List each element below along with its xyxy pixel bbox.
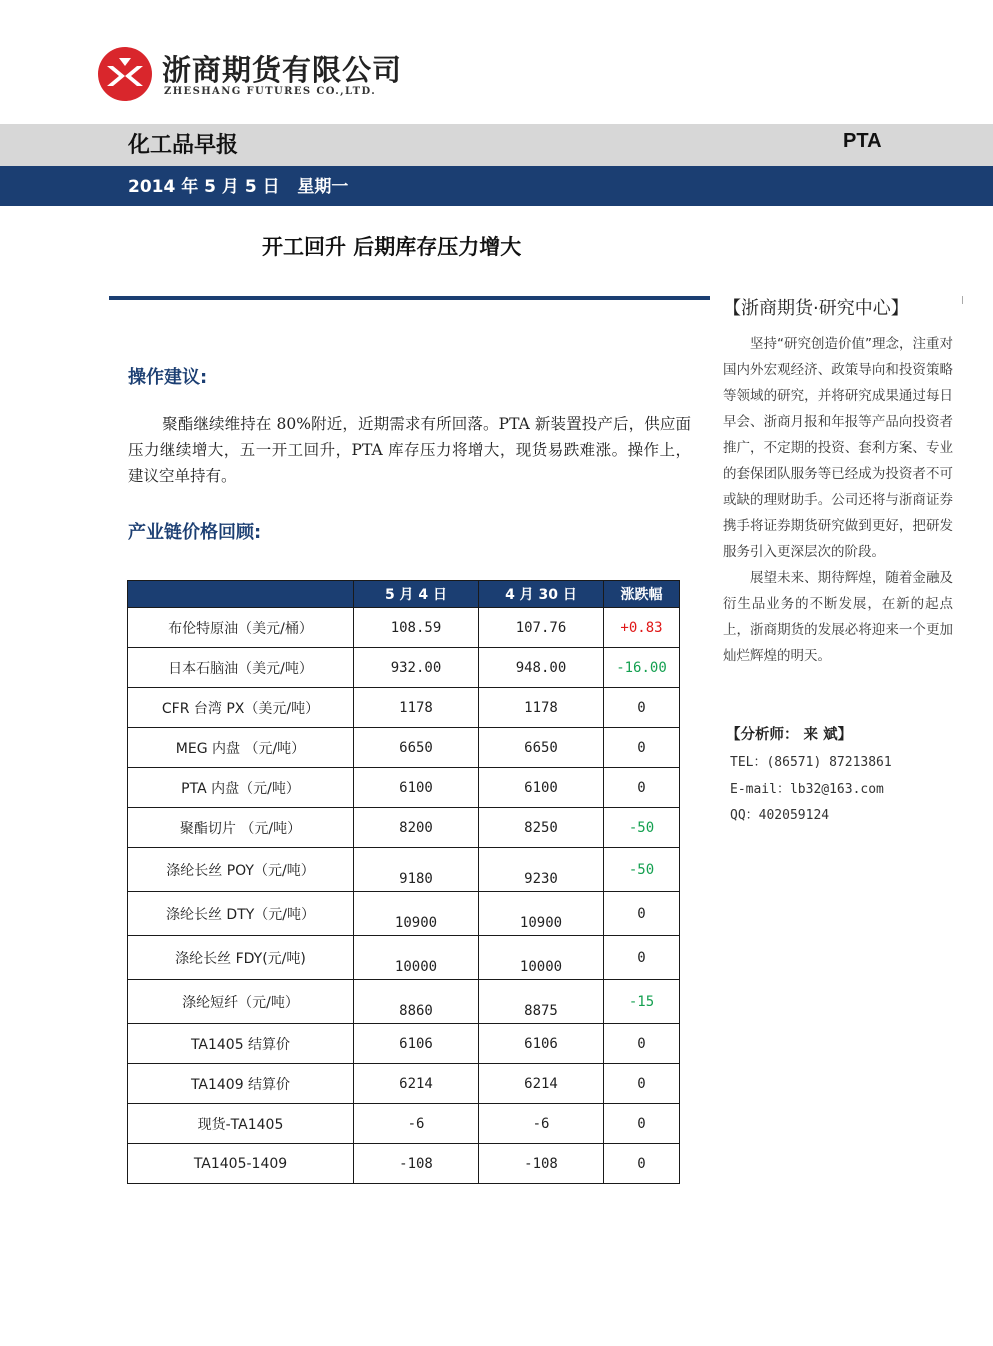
row-value-apr30: 10900 bbox=[479, 892, 604, 936]
row-change-cell: 0 bbox=[604, 1024, 680, 1064]
row-change-cell: 0 bbox=[604, 1144, 680, 1184]
advice-body: 聚酯继续维持在 80%附近，近期需求有所回落。PTA 新装置投产后，供应面压力继续增大，五一开工回升，PTA 库存压力将增大，现货易跌难涨。操作上，建议空单持有。 bbox=[128, 415, 691, 485]
row-value-may4: 1178 bbox=[354, 688, 479, 728]
row-value-apr30: 6214 bbox=[479, 1064, 604, 1104]
table-row bbox=[128, 688, 680, 728]
row-value-may4: 9180 bbox=[354, 848, 479, 892]
row-name-cell: TA1405 结算价 bbox=[128, 1024, 354, 1064]
row-value-may4: 6100 bbox=[354, 768, 479, 808]
row-value-apr30: 9230 bbox=[479, 848, 604, 892]
row-name-cell: 聚酯切片 （元/吨） bbox=[128, 808, 354, 848]
header-change: 涨跌幅 bbox=[604, 581, 680, 608]
header-blank bbox=[128, 581, 354, 608]
row-name-cell: 涤纶长丝 DTY（元/吨） bbox=[128, 892, 354, 936]
row-change-cell: 0 bbox=[604, 892, 680, 936]
sidebar-corner-mark bbox=[962, 296, 963, 304]
row-change-cell: 0 bbox=[604, 728, 680, 768]
table-row bbox=[128, 1024, 680, 1064]
analyst-title: 【分析师： 来 斌】 bbox=[726, 727, 853, 743]
sidebar-title: 【浙商期货·研究中心】 bbox=[723, 298, 909, 319]
row-change-cell: -50 bbox=[604, 808, 680, 848]
table-row bbox=[128, 648, 680, 688]
price-table bbox=[127, 580, 680, 1184]
row-value-may4: -108 bbox=[354, 1144, 479, 1184]
row-name-cell: 涤纶长丝 POY（元/吨） bbox=[128, 848, 354, 892]
row-value-may4: 10900 bbox=[354, 892, 479, 936]
row-change-cell: -15 bbox=[604, 980, 680, 1024]
row-value-may4: 8200 bbox=[354, 808, 479, 848]
product-tag: PTA bbox=[843, 130, 882, 152]
table-row bbox=[128, 892, 680, 936]
row-value-apr30: 10000 bbox=[479, 936, 604, 980]
row-change-cell: -50 bbox=[604, 848, 680, 892]
header-may4: 5 月 4 日 bbox=[354, 581, 479, 608]
analyst-qq: QQ：402059124 bbox=[730, 808, 830, 823]
table-row bbox=[128, 768, 680, 808]
row-name-cell: 现货-TA1405 bbox=[128, 1104, 354, 1144]
row-name-cell: PTA 内盘（元/吨） bbox=[128, 768, 354, 808]
review-section-title: 产业链价格回顾: bbox=[128, 522, 262, 543]
table-row bbox=[128, 848, 680, 892]
row-change-cell: 0 bbox=[604, 1064, 680, 1104]
row-change-cell: +0.83 bbox=[604, 608, 680, 648]
table-row bbox=[128, 1104, 680, 1144]
analyst-email[interactable]: E-mail：lb32@163.com bbox=[730, 782, 884, 797]
row-change-cell: -16.00 bbox=[604, 648, 680, 688]
row-value-apr30: 6650 bbox=[479, 728, 604, 768]
row-value-may4: 932.00 bbox=[354, 648, 479, 688]
table-row bbox=[128, 980, 680, 1024]
sidebar-paragraph-1: 坚持“研究创造价值”理念，注重对国内外宏观经济、政策导向和投资策略等领域的研究，并将研究成果通过每日早会、浙商月报和年报等产品向投资者推广，不定期的投资、套利方案、专业的套保团队服务等已经成为投资者不可或缺的理财助手。公司还将与浙商证券携手将证券期货研究做到更好，把研发服务引入更深层次的阶段。 bbox=[723, 336, 953, 560]
row-value-apr30: -6 bbox=[479, 1104, 604, 1144]
row-value-apr30: -108 bbox=[479, 1144, 604, 1184]
row-change-cell: 0 bbox=[604, 936, 680, 980]
table-row bbox=[128, 808, 680, 848]
row-name-cell: MEG 内盘 （元/吨） bbox=[128, 728, 354, 768]
row-name-cell: CFR 台湾 PX（美元/吨） bbox=[128, 688, 354, 728]
weekday-text: 星期一 bbox=[297, 177, 349, 197]
row-value-may4: 10000 bbox=[354, 936, 479, 980]
report-date bbox=[128, 172, 348, 197]
table-row bbox=[128, 608, 680, 648]
table-row bbox=[128, 728, 680, 768]
row-value-apr30: 948.00 bbox=[479, 648, 604, 688]
date-text: 2014 年 5 月 5 日 bbox=[128, 177, 280, 197]
row-name-cell: TA1409 结算价 bbox=[128, 1064, 354, 1104]
headline: 开工回升 后期库存压力增大 bbox=[262, 235, 522, 259]
row-value-may4: -6 bbox=[354, 1104, 479, 1144]
sidebar-paragraph-2: 展望未来、期待辉煌，随着金融及衍生品业务的不断发展，在新的起点上，浙商期货的发展必将迎来一个更加灿烂辉煌的明天。 bbox=[723, 570, 953, 664]
table-row bbox=[128, 936, 680, 980]
company-logo-icon bbox=[97, 46, 153, 102]
row-value-apr30: 1178 bbox=[479, 688, 604, 728]
table-row bbox=[128, 1144, 680, 1184]
table-header-row bbox=[128, 581, 680, 608]
row-value-may4: 8860 bbox=[354, 980, 479, 1024]
row-value-apr30: 6100 bbox=[479, 768, 604, 808]
row-value-apr30: 8875 bbox=[479, 980, 604, 1024]
company-name-cn: 浙商期货有限公司 bbox=[162, 53, 403, 87]
row-name-cell: 涤纶短纤（元/吨） bbox=[128, 980, 354, 1024]
row-value-may4: 6650 bbox=[354, 728, 479, 768]
row-value-apr30: 107.76 bbox=[479, 608, 604, 648]
sidebar-body bbox=[723, 331, 953, 669]
report-type: 化工品早报 bbox=[128, 133, 239, 158]
row-value-may4: 108.59 bbox=[354, 608, 479, 648]
row-change-cell: 0 bbox=[604, 1104, 680, 1144]
row-value-apr30: 8250 bbox=[479, 808, 604, 848]
header-apr30: 4 月 30 日 bbox=[479, 581, 604, 608]
company-name-en: ZHESHANG FUTURES CO.,LTD. bbox=[164, 86, 377, 97]
row-name-cell: 日本石脑油（美元/吨） bbox=[128, 648, 354, 688]
table-body bbox=[128, 608, 680, 1184]
row-name-cell: 布伦特原油（美元/桶） bbox=[128, 608, 354, 648]
analyst-tel: TEL：(86571) 87213861 bbox=[730, 755, 892, 770]
headline-divider bbox=[109, 296, 710, 300]
row-value-apr30: 6106 bbox=[479, 1024, 604, 1064]
row-name-cell: 涤纶长丝 FDY(元/吨) bbox=[128, 936, 354, 980]
advice-section-title: 操作建议: bbox=[128, 367, 208, 388]
row-value-may4: 6106 bbox=[354, 1024, 479, 1064]
row-change-cell: 0 bbox=[604, 768, 680, 808]
row-name-cell: TA1405-1409 bbox=[128, 1144, 354, 1184]
table-row bbox=[128, 1064, 680, 1104]
row-change-cell: 0 bbox=[604, 688, 680, 728]
row-value-may4: 6214 bbox=[354, 1064, 479, 1104]
